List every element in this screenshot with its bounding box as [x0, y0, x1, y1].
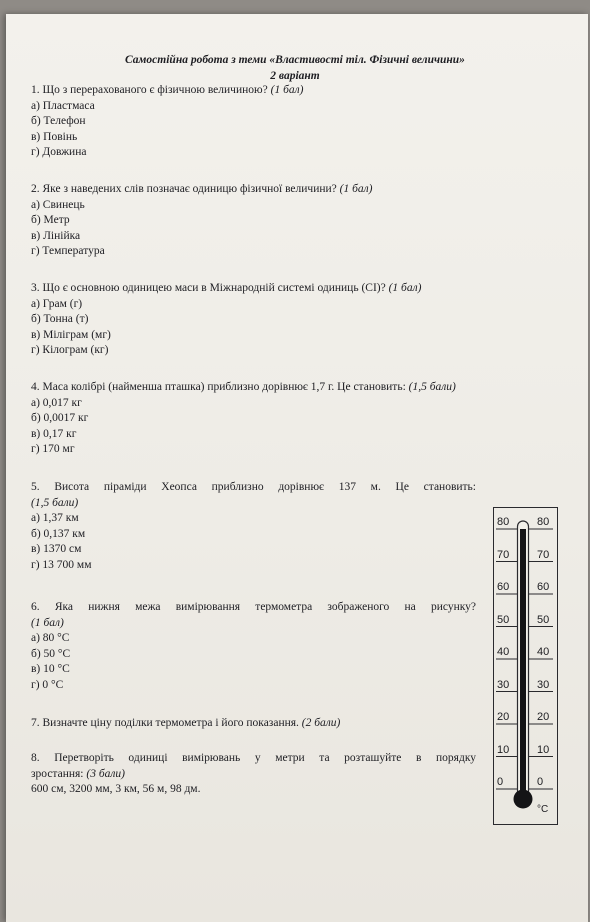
tick-label-left: 50	[497, 613, 510, 626]
tick-label-right: 10	[537, 743, 550, 756]
answer-option: а) 0,017 кг	[31, 396, 82, 409]
tick-label-left: 60	[497, 581, 510, 593]
answer-option: г) 13 700 мм	[31, 558, 92, 571]
tick-label-right: 50	[537, 613, 550, 626]
answer-option: б) 50 °С	[31, 647, 71, 660]
question-4	[31, 380, 566, 458]
question-5	[31, 480, 476, 574]
answer-option: а) 80 °С	[31, 632, 70, 645]
answer-option: в) Лінійка	[31, 229, 81, 242]
answer-option: в) 1370 см	[31, 543, 82, 556]
tick-label-right: 60	[537, 581, 550, 593]
worksheet-title: Самостійна робота з теми «Властивості тіл. Фізичні величини»	[125, 54, 465, 66]
question-3	[31, 281, 566, 359]
answer-option: г) Кілограм (кг)	[31, 344, 109, 357]
question-2	[31, 182, 566, 260]
question-7	[31, 716, 476, 732]
question-text: 4. Маса колібрі (найменша пташка) приблизно дорівнює 1,7 г. Це становить:	[31, 381, 406, 393]
tick-label-left: 80	[497, 516, 510, 528]
answer-option: б) Метр	[31, 214, 70, 227]
question-6	[31, 600, 476, 694]
question-text: 6. Яка нижня межа вимірювання термометра зображеного на рисунку?	[31, 601, 476, 613]
answer-option: б) Тонна (т)	[31, 313, 89, 326]
answer-option: а) Свинець	[31, 198, 85, 211]
question-text: 7. Визначте ціну поділки термометра і його показання.	[31, 717, 299, 729]
question-points: (3 бали)	[86, 767, 125, 780]
tick-label-left: 40	[497, 646, 510, 658]
variant-label: 2 варіант	[270, 70, 320, 82]
tick-label-right: 40	[537, 646, 550, 658]
answer-option: а) Грам (г)	[31, 297, 83, 310]
question-points: (1 бал)	[388, 282, 422, 294]
answer-option: в) Міліграм (мг)	[31, 328, 111, 341]
answer-option: г) 170 мг	[31, 443, 75, 456]
answer-option: а) 1,37 км	[31, 512, 79, 525]
thermometer-bulb	[514, 790, 533, 809]
question-text: 5. Висота піраміди Хеопса приблизно дорівнює 137 м. Це становить:	[31, 481, 476, 493]
question-points: (1 бал)	[270, 84, 304, 96]
answer-option: в) 10 °С	[31, 663, 70, 676]
answer-option: г) Довжина	[31, 146, 87, 159]
question-text: 3. Що є основною одиницею маси в Міжнародній системі одиниць (СІ)?	[31, 282, 386, 294]
tick-label-right: 80	[537, 516, 550, 528]
tick-label-right: 70	[537, 548, 550, 561]
tick-label-right: 20	[537, 711, 550, 723]
question-points: (1 бал)	[31, 616, 64, 629]
unit-label: °C	[537, 804, 549, 815]
tick-label-left: 20	[497, 711, 510, 723]
question-8	[31, 751, 476, 798]
question-points: (1 бал)	[339, 183, 373, 195]
tick-label-left: 30	[497, 678, 510, 691]
question-text: 2. Яке з наведених слів позначає одиницю фізичної величини?	[31, 183, 337, 195]
answer-option: г) 0 °С	[31, 678, 64, 691]
answer-option: б) 0,0017 кг	[31, 412, 89, 425]
question-text: 8. Перетворіть одиниці вимірювань у метри та розташуйте в порядку	[31, 752, 476, 764]
answer-option: г) Температура	[31, 245, 105, 258]
question-1	[31, 83, 566, 161]
tick-label-right: 30	[537, 678, 550, 691]
question-points: (1,5 бали)	[31, 496, 79, 509]
answer-option: б) Телефон	[31, 115, 86, 128]
values-to-convert: 600 см, 3200 мм, 3 км, 56 м, 98 дм.	[31, 783, 201, 796]
answer-option: б) 0,137 км	[31, 527, 86, 540]
answer-option: в) 0,17 кг	[31, 427, 77, 440]
mercury-column	[520, 529, 526, 799]
question-text: зростання:	[31, 767, 84, 780]
question-text: 1. Що з перерахованого є фізичною величиною?	[31, 84, 268, 96]
tick-label-left: 0	[497, 776, 504, 788]
question-points: (2 бали)	[301, 717, 341, 729]
question-points: (1,5 бали)	[408, 381, 456, 393]
answer-option: в) Повінь	[31, 130, 78, 143]
tick-label-left: 10	[497, 743, 510, 756]
tick-label-right: 0	[537, 776, 544, 788]
tick-label-left: 70	[497, 548, 510, 561]
answer-option: а) Пластмаса	[31, 99, 95, 112]
thermometer-figure	[493, 507, 558, 825]
